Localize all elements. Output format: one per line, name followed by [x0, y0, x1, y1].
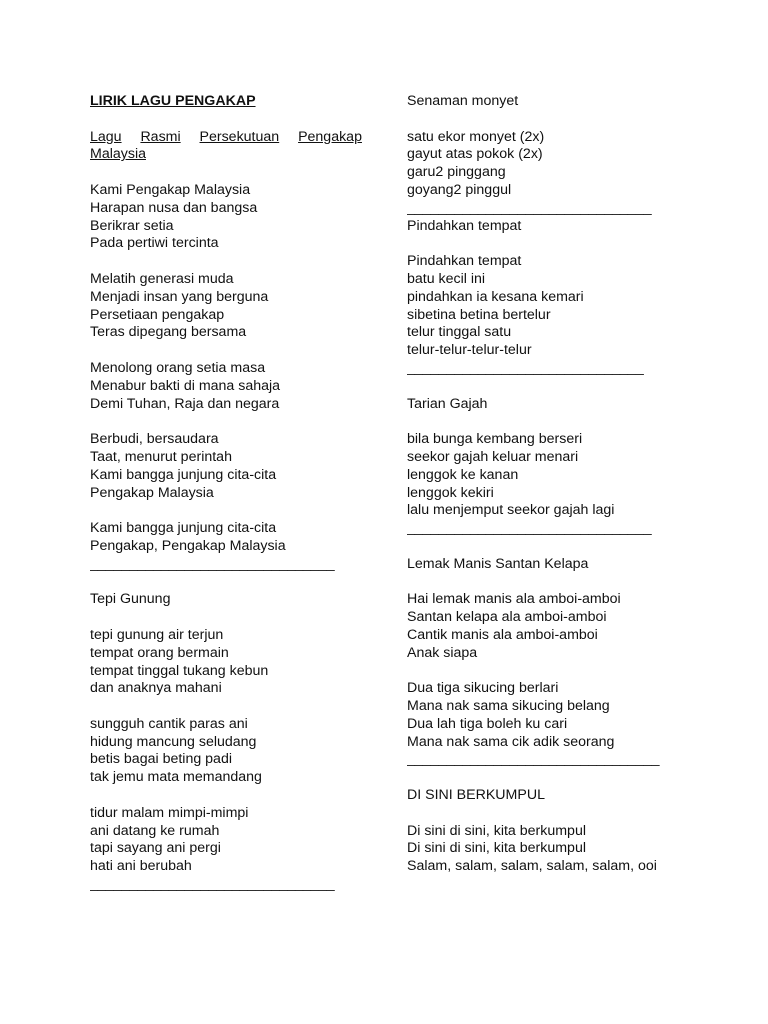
lyric-line: Teras dipegang bersama — [90, 324, 247, 341]
lyric-line: Pada pertiwi tercinta — [90, 235, 219, 252]
song1-stanza3 — [90, 360, 362, 413]
lyric-line: tempat tinggal tukang kebun — [90, 662, 269, 679]
lyric-line: gayut atas pokok (2x) — [407, 146, 543, 163]
lyric-line: Kami bangga junjung cita-cita — [90, 520, 277, 537]
lyric-line: dan anaknya mahani — [90, 680, 222, 697]
song-title: Tarian Gajah — [407, 395, 488, 412]
separator-rule: _______________________________ — [90, 876, 335, 893]
lyric-line: Berbudi, bersaudara — [90, 431, 219, 448]
lyric-line: Anak siapa — [407, 644, 478, 661]
song7-stanza1 — [407, 823, 687, 876]
subtitle-line-2: Malaysia — [90, 146, 146, 163]
separator-rule: _______________________________ — [90, 555, 335, 572]
lyric-line: Salam, salam, salam, salam, salam, ooi — [407, 858, 657, 875]
lyric-line: tak jemu mata memandang — [90, 769, 262, 786]
lyric-line: Pindahkan tempat — [407, 253, 522, 270]
lyric-line: Menabur bakti di mana sahaja — [90, 377, 281, 394]
lyric-line: tapi sayang ani pergi — [90, 840, 221, 857]
lyric-line: bila bunga kembang berseri — [407, 431, 583, 448]
lyric-line: Melatih generasi muda — [90, 270, 234, 287]
document-title: LIRIK LAGU PENGAKAP — [90, 93, 256, 109]
lyric-line: garu2 pinggang — [407, 164, 506, 181]
separator-rule: _______________________________ — [407, 199, 652, 216]
separator-rule: _______________________________ — [407, 520, 652, 537]
lyric-line: Kami bangga junjung cita-cita — [90, 466, 277, 483]
song1-stanza5 — [90, 520, 362, 556]
lyric-line: Santan kelapa ala amboi-amboi — [407, 609, 607, 626]
right-column — [407, 93, 687, 876]
song1-stanza2 — [90, 271, 362, 342]
left-column — [90, 93, 362, 894]
lyric-line: lenggok ke kanan — [407, 466, 519, 483]
lyric-line: seekor gajah keluar menari — [407, 448, 579, 465]
lyric-line: Taat, menurut perintah — [90, 448, 232, 465]
song6-stanza2 — [407, 680, 687, 751]
lyric-line: tempat orang bermain — [90, 644, 229, 661]
lyric-line: betis bagai beting padi — [90, 751, 232, 768]
lyric-line: Pengakap, Pengakap Malaysia — [90, 537, 286, 554]
lyric-line: sibetina betina bertelur — [407, 306, 551, 323]
lyric-line: Pengakap Malaysia — [90, 484, 214, 501]
lyric-line: Kami Pengakap Malaysia — [90, 181, 251, 198]
lyric-line: lenggok kekiri — [407, 484, 494, 501]
subtitle-line-1 — [90, 129, 362, 147]
subtitle-word: Persekutuan — [199, 128, 280, 145]
song4-stanza1 — [407, 253, 687, 360]
lyric-line: Dua lah tiga boleh ku cari — [407, 715, 568, 732]
separator-rule: ______________________________ — [407, 359, 644, 376]
song1-stanza4 — [90, 431, 362, 502]
song5-stanza1 — [407, 431, 687, 520]
song1-stanza1 — [90, 182, 362, 253]
lyric-line: satu ekor monyet (2x) — [407, 128, 545, 145]
lyric-line: Hai lemak manis ala amboi-amboi — [407, 591, 621, 608]
lyric-line: sungguh cantik paras ani — [90, 715, 248, 732]
lyric-line: pindahkan ia kesana kemari — [407, 288, 584, 305]
lyric-line: Di sini di sini, kita berkumpul — [407, 840, 586, 857]
song-title: Pindahkan tempat — [407, 217, 522, 234]
song2-stanza1 — [90, 627, 362, 698]
lyric-line: Mana nak sama sikucing belang — [407, 698, 610, 715]
lyric-line: goyang2 pinggul — [407, 181, 512, 198]
song3-stanza1 — [407, 129, 687, 200]
subtitle-word: Rasmi — [140, 128, 181, 145]
lyric-line: Berikrar setia — [90, 217, 174, 234]
lyric-line: hidung mancung seludang — [90, 733, 257, 750]
lyric-line: batu kecil ini — [407, 270, 486, 287]
lyric-line: Di sini di sini, kita berkumpul — [407, 822, 586, 839]
lyric-line: Menjadi insan yang berguna — [90, 288, 269, 305]
lyric-line: ani datang ke rumah — [90, 822, 220, 839]
song-title: Tepi Gunung — [90, 591, 171, 608]
lyric-line: tidur malam mimpi-mimpi — [90, 804, 249, 821]
lyric-line: telur tinggal satu — [407, 324, 512, 341]
lyric-line: Harapan nusa dan bangsa — [90, 199, 258, 216]
lyric-line: telur-telur-telur-telur — [407, 342, 532, 359]
lyric-line: Cantik manis ala amboi-amboi — [407, 626, 598, 643]
song2-stanza3 — [90, 805, 362, 876]
song-title: DI SINI BERKUMPUL — [407, 787, 545, 804]
subtitle-word: Lagu — [90, 128, 122, 145]
song2-stanza2 — [90, 716, 362, 787]
song-title: Lemak Manis Santan Kelapa — [407, 555, 589, 572]
lyric-line: tepi gunung air terjun — [90, 626, 224, 643]
lyric-line: Persetiaan pengakap — [90, 306, 225, 323]
lyric-line: Menolong orang setia masa — [90, 359, 266, 376]
subtitle-word: Pengakap — [298, 128, 362, 145]
lyric-line: Mana nak sama cik adik seorang — [407, 733, 615, 750]
lyric-line: Dua tiga sikucing berlari — [407, 680, 559, 697]
song-title: Senaman monyet — [407, 93, 519, 109]
song6-stanza1 — [407, 591, 687, 662]
separator-rule: ________________________________ — [407, 751, 660, 768]
lyric-line: lalu menjemput seekor gajah lagi — [407, 502, 615, 519]
lyric-line: hati ani berubah — [90, 858, 192, 875]
lyric-line: Demi Tuhan, Raja dan negara — [90, 395, 280, 412]
